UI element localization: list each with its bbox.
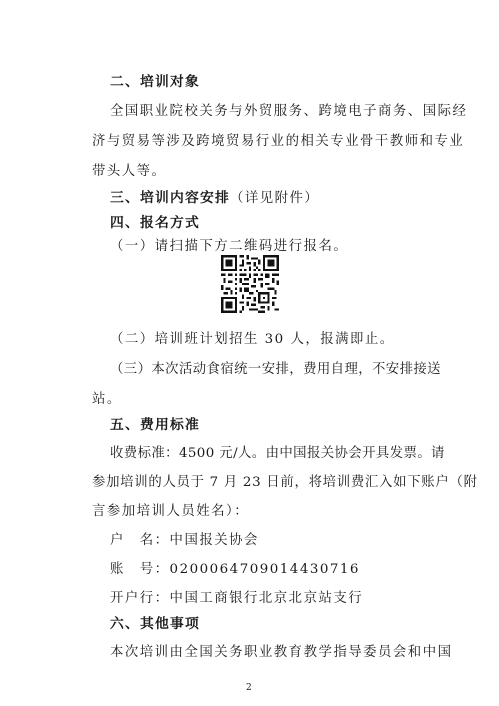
account-number-line: 账 号：0200064709014430716 — [110, 562, 360, 577]
section-heading-training-target: 二、培训对象 — [110, 74, 200, 90]
section-heading-other-matters: 六、其他事项 — [110, 616, 200, 632]
paragraph-line: 带头人等。 — [92, 164, 167, 179]
page-number: 2 — [246, 683, 252, 693]
account-name-line: 户 名：中国报关协会 — [110, 533, 259, 548]
section-heading-fees: 五、费用标准 — [110, 417, 200, 433]
paragraph-line: 参加培训的人员于 7 月 23 日前，将培训费汇入如下账户（附 — [92, 475, 478, 490]
paragraph-line: 收费标准：4500 元/人。由中国报关协会开具发票。请 — [110, 446, 445, 461]
qr-code-icon[interactable] — [221, 255, 279, 313]
registration-item-3-line: （三）本次活动食宿统一安排，费用自理，不安排接送 — [110, 362, 441, 377]
paragraph-line: 济与贸易等涉及跨境贸易行业的相关专业骨干教师和专业 — [92, 134, 465, 149]
account-bank-line: 开户行：中国工商银行北京北京站支行 — [110, 591, 364, 606]
paragraph-line: 本次培训由全国关务职业教育教学指导委员会和中国 — [110, 645, 453, 660]
registration-item-3-line: 站。 — [92, 392, 122, 407]
section-heading-training-content: 三、培训内容安排 — [110, 190, 230, 206]
section-heading-registration: 四、报名方式 — [110, 215, 200, 231]
section-3-row — [110, 186, 319, 206]
registration-item-1: （一）请扫描下方二维码进行报名。 — [110, 239, 349, 254]
paragraph-line: 言参加培训人员姓名）： — [92, 504, 250, 519]
attachment-note: （详见附件） — [229, 191, 320, 206]
registration-item-2: （二）培训班计划招生 30 人，报满即止。 — [110, 332, 395, 347]
paragraph-line: 全国职业院校关务与外贸服务、跨境电子商务、国际经 — [110, 104, 468, 119]
